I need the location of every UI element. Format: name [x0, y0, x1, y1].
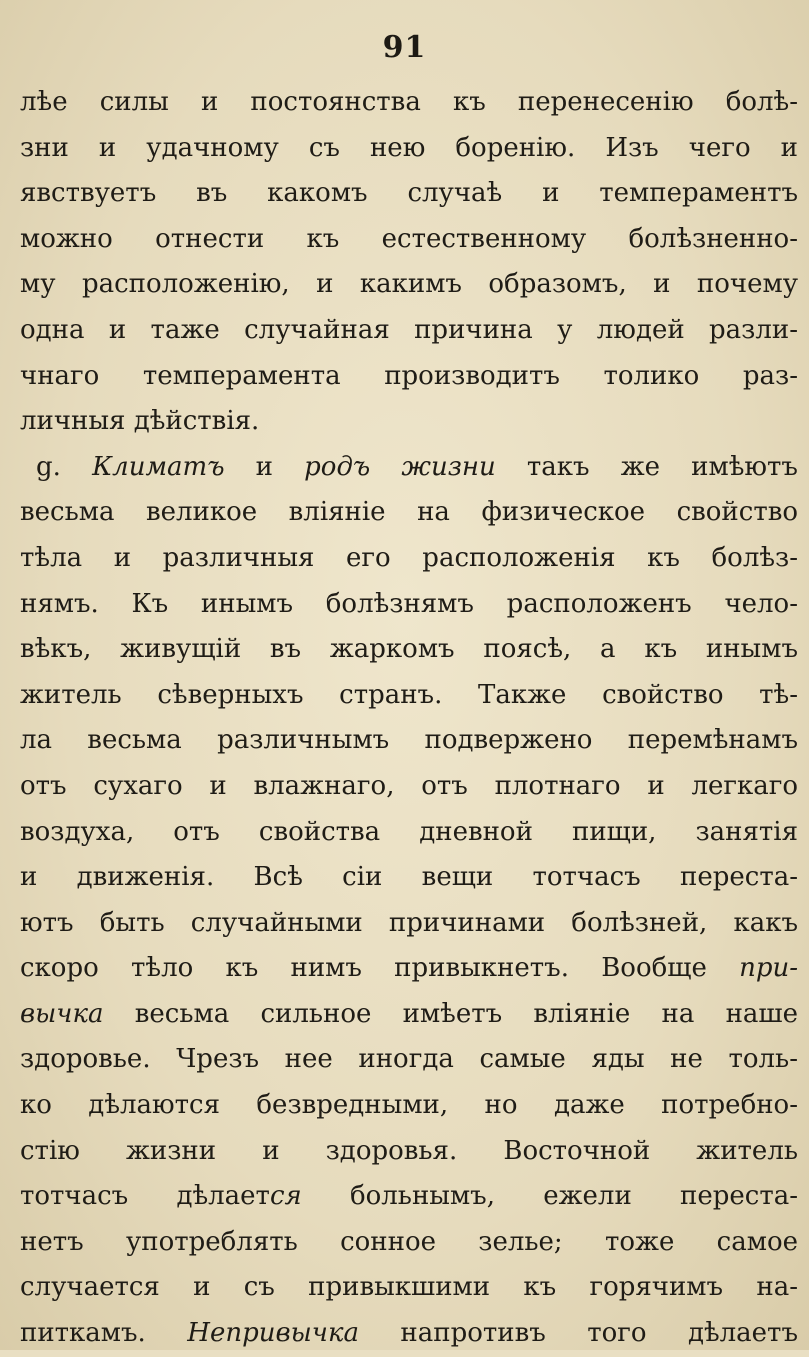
text-line: чнаго темперамента производитъ толико раз-: [20, 360, 798, 391]
text-line: стію жизни и здоровья. Восточной житель: [20, 1135, 798, 1166]
text-line: тѣла и различныя его расположенія къ болѣз-: [20, 542, 798, 573]
page-number: 91: [382, 30, 427, 65]
text-line: вычка весьма сильное имѣетъ вліяніе на наше: [20, 998, 798, 1029]
text-line: питкамъ. Непривычка напротивъ того дѣлаетъ: [20, 1318, 798, 1349]
italic-term: вычка: [20, 998, 104, 1029]
text-line: ко дѣлаются безвредными, но даже потребно-: [20, 1090, 798, 1121]
text-line: и движенія. Всѣ сіи вещи тотчасъ переста-: [20, 862, 798, 893]
text-line: отъ сухаго и влажнаго, отъ плотнаго и легкаго: [20, 770, 798, 801]
text-line: зни и удачному съ нею боренію. Изъ чего и: [20, 132, 798, 163]
text-line: случается и съ привыкшими къ горячимъ на-: [20, 1272, 798, 1303]
text-line: здоровье. Чрезъ нее иногда самые яды не толь-: [20, 1044, 798, 1075]
text-line: тотчасъ дѣлается больнымъ, ежели переста-: [20, 1181, 798, 1212]
text-line: нетъ употреблять сонное зелье; тоже самое: [20, 1226, 798, 1257]
text-line: житель сѣверныхъ странъ. Также свойство тѣ-: [20, 679, 798, 710]
text-line: весьма великое вліяніе на физическое свойство: [20, 497, 798, 528]
italic-term: Непривычка: [187, 1318, 359, 1349]
text-line: личныя дѣйствія.: [20, 406, 260, 437]
text-line: му расположенію, и какимъ образомъ, и почему: [20, 269, 798, 300]
text-line: g. Климатъ и родъ жизни такъ же имѣютъ: [36, 451, 798, 482]
text-line: ютъ быть случайными причинами болѣзней, какъ: [20, 907, 798, 938]
text-line: лѣе силы и постоянства къ перенесенію болѣ-: [20, 87, 798, 117]
italic-term: Климатъ: [92, 451, 225, 482]
italic-term: ся: [269, 1181, 302, 1212]
text-line: можно отнести къ естественному болѣзненно-: [20, 223, 798, 254]
text-line: одна и таже случайная причина у людей разли-: [20, 314, 798, 345]
body-text: [20, 80, 798, 1357]
text-line: скоро тѣло къ нимъ привыкнетъ. Вообще при-: [20, 953, 798, 984]
text-line: воздуха, отъ свойства дневной пищи, занятія: [20, 816, 798, 847]
text-line: вѣкъ, живущій въ жаркомъ поясѣ, а къ инымъ: [20, 634, 798, 665]
text-line: явствуетъ въ какомъ случаѣ и темпераментъ: [20, 178, 798, 209]
italic-term: при-: [739, 953, 798, 984]
text-line: ла весьма различнымъ подвержено перемѣнамъ: [20, 725, 798, 756]
italic-term: родъ жизни: [304, 451, 496, 482]
text-line: нямъ. Къ инымъ болѣзнямъ расположенъ чело-: [20, 588, 798, 619]
